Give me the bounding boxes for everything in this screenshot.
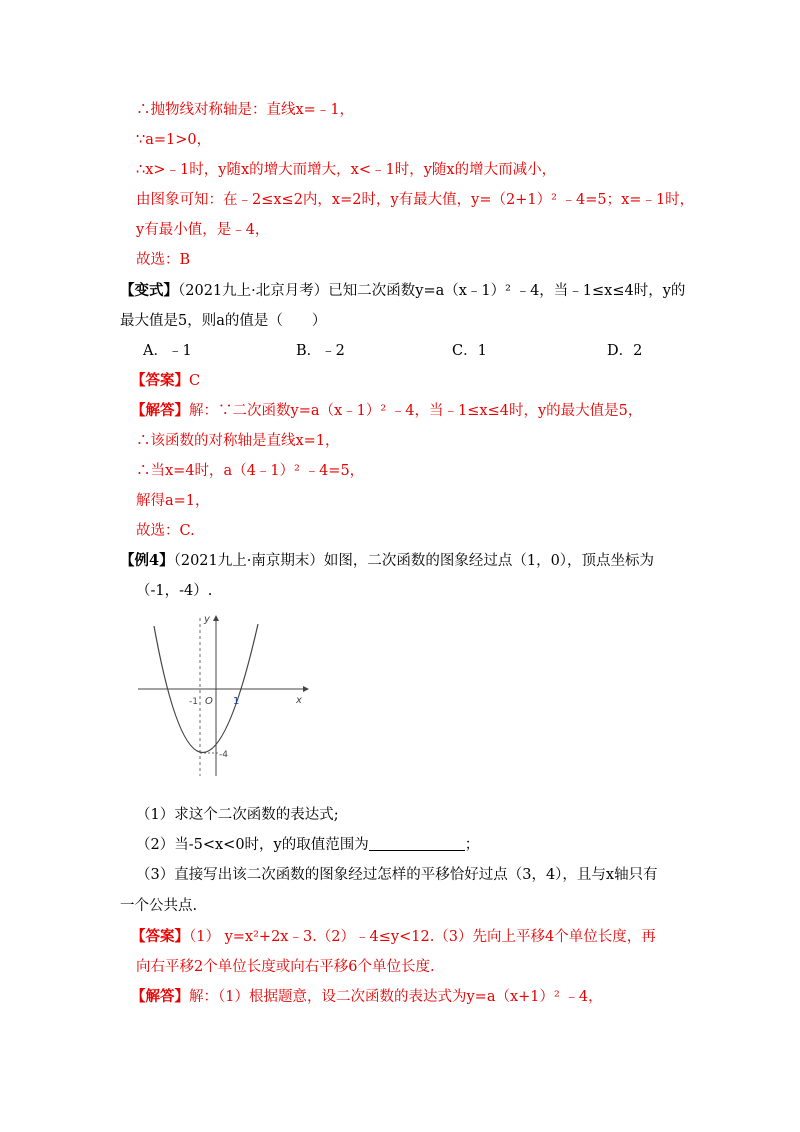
solution-line-2: ∵a=1>0， [136,132,212,148]
variant-answer [131,371,200,391]
solution-line-4: 由图象可知：在﹣2≤x≤2内，x=2时，y有最大值，y=（2+1）² ﹣4=5；x=﹣1时， [136,192,695,208]
question-2 [136,835,479,855]
variant-stem-text: （2021九上·北京月考）已知二次函数y=a（x﹣1）² ﹣4，当﹣1≤x≤4时，y的 [178,283,686,299]
example4-stem-line-1 [120,551,654,571]
example4-solution-text: 解：（1）根据题意，设二次函数的表达式为y=a（x+1）² ﹣4， [189,989,603,1005]
variant-stem-line-1 [120,281,685,301]
variant-solution-line-5: 故选：C. [136,523,195,539]
question-3-line-1: （3）直接写出该二次函数的图象经过怎样的平移恰好过点（3，4），且与x轴只有 [136,867,658,883]
example4-solution-line-1 [131,987,603,1007]
variant-solution-tag: 【解答】 [131,402,189,419]
example4-tag: 【例4】 [120,552,174,569]
example4-answer-line-1 [131,927,656,947]
y-axis-label: y [204,614,210,625]
variant-answer-tag: 【答案】 [131,372,189,389]
neg-four-label: -4 [219,750,228,760]
question-2-text: （2）当-5<x<0时，y的取值范围为 [136,837,369,853]
variant-solution-line-2: ∴该函数的对称轴是直线x=1， [136,433,340,449]
neg-one-label: -1 [189,697,198,707]
example4-solution-tag: 【解答】 [131,988,189,1005]
question-3-line-2: 一个公共点. [120,898,198,914]
answer-blank [369,836,465,851]
option-a: A．﹣1 [143,343,192,359]
solution-line-5: y有最小值，是﹣4， [136,222,270,238]
solution-line-1: ∴抛物线对称轴是：直线x=﹣1， [136,102,355,118]
x-axis-label: x [296,695,302,706]
variant-tag: 【变式】 [120,282,178,299]
example4-answer-text: （1） y=x²+2x﹣3.（2）﹣4≤y<12.（3）先向上平移4个单位长度，再 [189,929,656,945]
variant-stem-line-2: 最大值是5，则a的值是（ ） [120,313,327,329]
variant-solution-line-3: ∴当x=4时，a（4﹣1）² ﹣4=5， [136,463,365,479]
example4-answer-line-2: 向右平移2个单位长度或向右平移6个单位长度. [136,959,435,975]
origin-label: O [205,696,213,707]
variant-solution-text: 解：∵二次函数y=a（x﹣1）² ﹣4，当﹣1≤x≤4时，y的最大值是5， [189,403,643,419]
one-label: 1 [233,696,240,707]
option-b: B．﹣2 [296,343,345,359]
variant-answer-value: C [189,373,201,389]
variant-solution-line-4: 解得a=1， [136,493,210,509]
example4-stem-line-2: （-1，-4）. [136,583,213,599]
example4-answer-tag: 【答案】 [131,928,189,945]
solution-line-6: 故选：B [136,252,191,268]
example4-stem-text: （2021九上·南京期末）如图，二次函数的图象经过点（1，0），顶点坐标为 [173,553,655,569]
variant-solution-line-1 [131,401,642,421]
option-d: D．2 [607,343,643,359]
parabola-figure [130,610,320,780]
question-2-end: ； [464,837,480,853]
option-c: C．1 [452,343,487,359]
question-1: （1）求这个二次函数的表达式; [136,807,339,823]
parabola-curve [154,624,258,753]
solution-line-3: ∴x>﹣1时，y随x的增大而增大，x<﹣1时，y随x的增大而减小， [136,162,557,178]
